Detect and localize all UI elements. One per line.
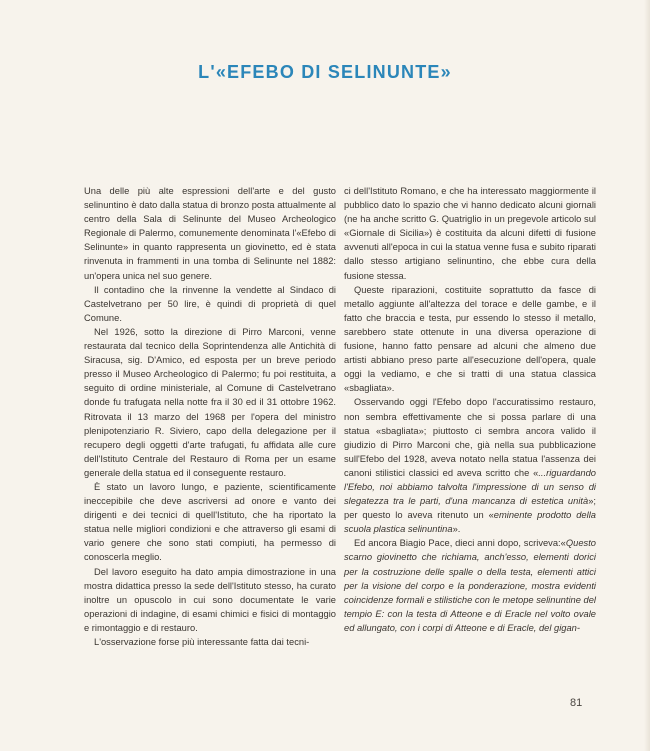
paragraph: ci dell'Istituto Romano, e che ha interessato maggiormente il pubblico dato lo spazio che vi hanno dedicato alcuni giornali (ne ha anche scritto G. Quatriglio in un pregevole articolo sul «Giornale di Sicilia») è costituita da alcuni difetti di fusione avvenuti all'epoca in cui la statua venne fusa e subito riparati dallo stesso artigiano selinuntino, che ebbe cura della fusione stessa. [344, 186, 596, 281]
paragraph: Del lavoro eseguito ha dato ampia dimostrazione in una mostra didattica presso la sede dell'Istituto stesso, ha curato inoltre un opuscolo in cui sono documentate le varie operazioni di indagine, di esami chimici e fisici di montaggio e rimontaggio e di restauro. [84, 566, 336, 633]
quote-italic: Questo scarno giovinetto che richiama, anch'esso, elementi dorici per la costruzione delle spalle o della testa, elementi attici per la visione del corpo e la ponderazione, mostra evidenti coincidenze formali e stilistiche con le metope selinuntine del tempio E: con la testa di Atteone e di Eracle nel volto ovale ed allungato, con i corpi di Atteone e di Eracle, del gigan- [344, 538, 596, 633]
text-run: Osservando oggi l'Efebo dopo l'accuratissimo restauro, non sembra effettivamente che si possa parlare di una statua «sbagliata»; piuttosto ci sembra ancora valido il giudizio di Pirro Marconi che, già nella sua pubblicazione sull'Efebo del 1928, aveva notato nella statua l'assenza dei canoni stilistici classici ed aveva scritto che « [344, 397, 596, 478]
paragraph: Il contadino che la rinvenne la vendette al Sindaco di Castelvetrano per 50 lire, è quindi di proprietà di quel Comune. [84, 284, 336, 323]
right-column [344, 184, 596, 635]
paragraph: Nel 1926, sotto la direzione di Pirro Marconi, venne restaurata dal tecnico della Soprintendenza alle Antichità di Siracusa, sig. D'Amico, ed esposta per un breve periodo presso il Museo Archeologico di Palermo; fu poi restituita, a seguito di ordine ministeriale, al Comune di Castelvetrano donde fu trafugata nella notte fra il 30 ed il 31 ottobre 1962. Ritrovata il 13 marzo del 1968 per l'opera del ministro plenipotenziario R. Siviero, capo della delegazione per il recupero degli oggetti d'arte trafugati, fu affidata alle cure dell'Istituto Centrale del Restauro di Roma per un esame generale della statua ed il conseguente restauro. [84, 326, 336, 478]
left-column [84, 184, 336, 649]
text-run: »; per questo lo aveva ritenuto un « [344, 496, 596, 521]
text-run: Ed ancora Biagio Pace, dieci anni dopo, scriveva:« [354, 538, 566, 549]
quote-italic: eminente prodotto della scuola plastica selinuntina [344, 510, 596, 535]
text-run: ». [452, 524, 461, 535]
quote-italic: ...riguardando l'Efebo, noi abbiamo talvolta l'impressione di un senso di slegatezza tra le parti, d'una mancanza di estetica unità [344, 467, 596, 507]
paragraph [344, 395, 596, 536]
page-number: 81 [570, 697, 583, 709]
page-edge [644, 0, 650, 751]
paragraph: Queste riparazioni, costituite soprattutto da fasce di metallo aggiunte all'altezza del torace e delle gambe, e il fatto che braccia e testa, pur essendo lo stesso il metallo, sarebbero state ottenute in una diversa operazione di fusione, hanno fatto pensare ad alcuni che almeno due artisti abbiano preso parte all'esecuzione dell'opera, quale oggi la vediamo, e che si tratti di una statua classica «sbagliata». [344, 284, 596, 394]
paragraph: Una delle più alte espressioni dell'arte e del gusto selinuntino è dato dalla statua di bronzo posta attualmente al centro della Sala di Selinunte del Museo Archeologico Regionale di Palermo, comunemente denominata l'«Efebo di Selinunte» in quanto rappresenta un giovinetto, ed è stata rinvenuta in frammenti in una tomba di Selinunte nel 1882: un'opera unica nel suo genere. [84, 186, 336, 281]
paragraph [344, 536, 596, 635]
paragraph: L'osservazione forse più interessante fatta dai tecni- [94, 637, 310, 647]
page-title: L'«EFEBO DI SELINUNTE» [198, 62, 452, 82]
paragraph: È stato un lavoro lungo, e paziente, scientificamente ineccepibile che deve ascriversi ad onore e vanto dei dirigenti e dei tecnici di quell'Istituto, che ha riportato la statua nelle migliori condizioni e che attraverso gli esami di vario genere che sono stati compiuti, ha permesso di conoscerla meglio. [84, 481, 336, 563]
